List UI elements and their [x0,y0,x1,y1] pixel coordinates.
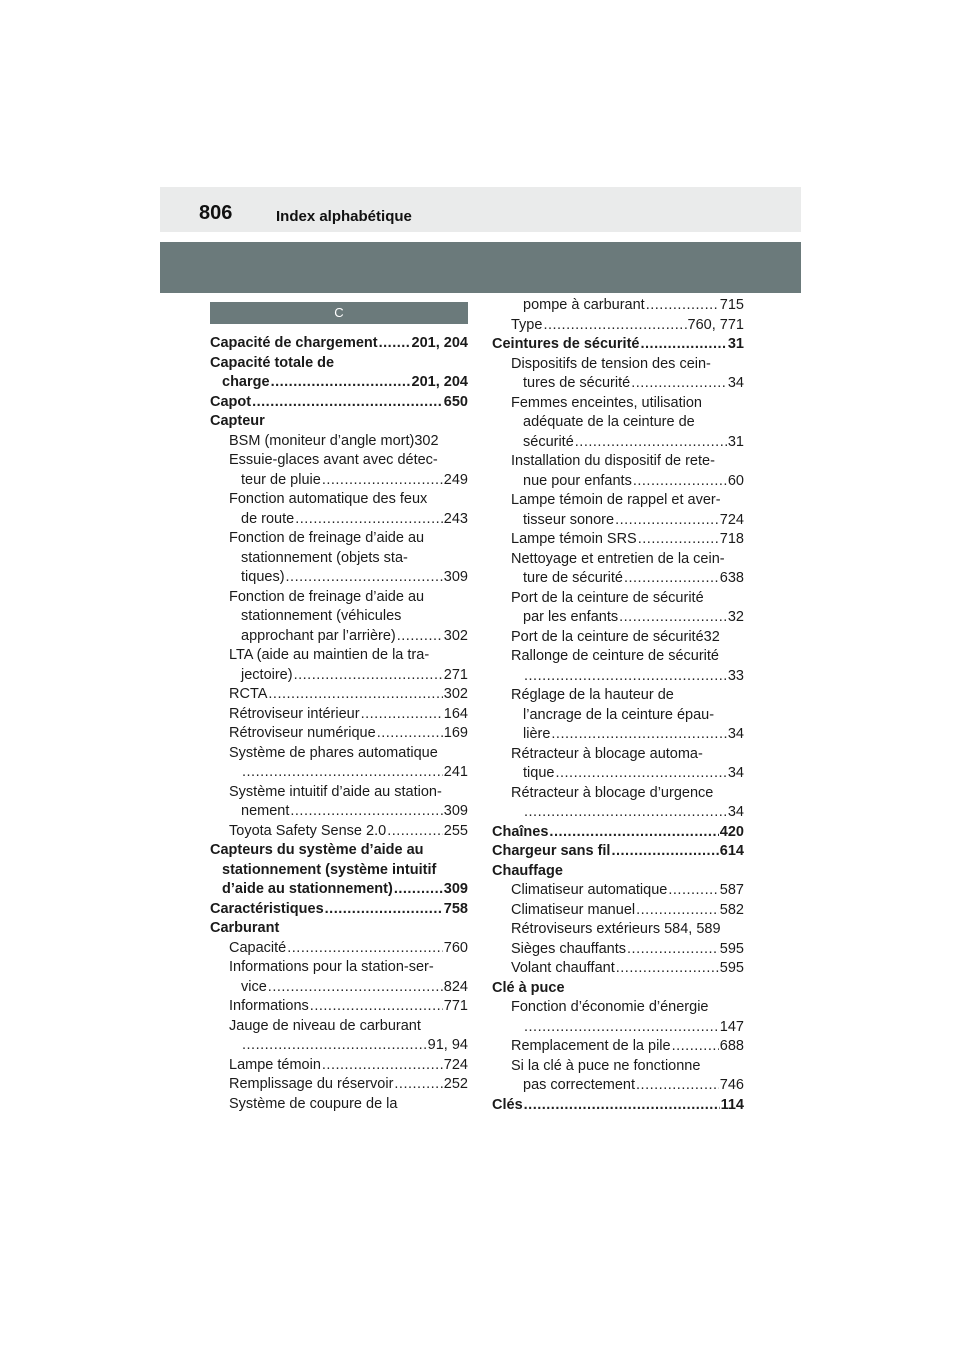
index-entry [210,1036,468,1056]
index-entry-label: Rétroviseurs extérieurs 584, 589 [511,921,721,937]
page-title: Index alphabétique [276,208,412,225]
index-entry [210,939,468,959]
index-entry-page: 688 [719,1038,744,1054]
leader-dots [325,900,443,920]
index-entry-page: 201, 204 [411,374,468,390]
leader-dots [394,1075,442,1095]
index-entry-label: Port de la ceinture de sécurité32 [511,628,720,645]
index-entry-label: Rétroviseur numérique [229,725,376,741]
index-entry [492,959,744,979]
index-entry-page: 614 [719,843,744,859]
leader-dots [646,296,719,316]
index-entry-label: Chauffage [492,862,563,879]
index-entry-label: Si la clé à puce ne fonctionne [511,1057,701,1074]
index-entry-label: Lampe témoin SRS [511,531,637,547]
index-entry-label: Capteur [210,413,265,429]
index-entry-page: 34 [727,726,744,742]
index-entry-label: Type [511,316,543,333]
index-entry-label: stationnement (système intuitif [222,861,437,878]
index-entry [492,530,744,550]
index-entry [210,334,468,354]
leader-dots [616,959,719,979]
index-entry [210,763,468,783]
index-entry-label: Système de phares automatique [229,744,438,761]
index-entry [210,705,468,725]
index-column-left [210,334,468,1114]
index-entry-page: 582 [719,901,744,918]
index-entry [210,1075,468,1095]
index-entry-page: 241 [443,764,468,780]
index-entry-page: 724 [443,1056,468,1073]
index-entry-label: Essuie-glaces avant avec détec- [229,452,438,468]
leader-dots [611,842,718,862]
index-entry-label: Climatiseur manuel [511,901,636,918]
index-entry [492,842,744,862]
leader-dots [310,997,443,1017]
leader-dots [290,802,442,822]
index-entry-label: stationnement (objets sta- [241,549,408,566]
index-entry-page: 147 [719,1018,744,1035]
leader-dots [271,373,411,393]
index-entry-label: Lampe témoin [229,1056,321,1073]
page-number: 806 [199,202,233,224]
leader-dots [361,705,443,725]
index-entry [492,881,744,901]
index-entry [492,803,744,823]
index-entry-page: 302 [443,686,468,702]
index-entry-label: vice [241,978,267,995]
index-entry-label: Rétracteur à blocage automa- [511,745,703,762]
leader-dots [619,608,727,628]
index-entry-page: 252 [443,1076,468,1092]
leader-dots [633,472,727,492]
index-entry-page: 587 [719,882,744,898]
index-entry-label: charge [222,374,270,390]
index-entry [210,1056,468,1076]
index-entry-page: 114 [720,1096,744,1113]
index-entry [492,511,744,531]
index-entry [210,568,468,588]
index-entry-label: Système intuitif d’aide au station- [229,783,442,800]
leader-dots [397,627,443,647]
index-entry-label: par les enfants [523,609,619,625]
index-entry-label: nement [241,803,290,819]
leader-dots [524,803,727,823]
index-entry-page: 34 [727,765,744,781]
leader-dots [524,667,727,687]
index-entry-label: tiques) [241,569,285,585]
index-entry [492,335,744,355]
index-entry-page: 31 [727,336,744,352]
index-entry-label: teur de pluie [241,471,321,488]
index-entry-page: 650 [443,393,468,410]
index-entry-label: l’ancrage de la ceinture épau- [523,706,715,723]
index-entry-label: Lampe témoin de rappel et aver- [511,492,721,508]
index-entry-label: Port de la ceinture de sécurité [511,589,704,606]
index-entry-label: jectoire) [241,666,293,683]
index-entry-page: 164 [443,705,468,722]
index-entry-page: 243 [443,510,468,527]
index-entry-label: Chaînes [492,823,549,840]
index-entry-page: 271 [443,666,468,683]
index-entry-label: Volant chauffant [511,960,615,976]
index-entry [492,667,744,687]
index-entry-label: stationnement (véhicules [241,608,402,624]
index-entry-page: 760, 771 [687,316,744,333]
index-entry [210,393,468,413]
index-entry-label: Rallonge de ceinture de sécurité [511,648,719,664]
leader-dots [242,763,443,783]
leader-dots [268,978,443,998]
leader-dots [322,1056,443,1076]
index-entry-label: Caractéristiques [210,900,324,917]
index-entry-page: 255 [443,822,468,839]
leader-dots [640,335,726,355]
index-entry-page: 771 [443,998,468,1014]
index-entry-label: Clé à puce [492,979,565,996]
header-band [160,242,801,293]
index-entry [210,802,468,822]
index-entry-page: 34 [727,375,744,391]
index-entry [492,823,744,843]
index-entry-label: d’aide au stationnement) [222,881,393,897]
leader-dots [575,433,727,453]
leader-dots [377,724,443,744]
index-entry-label: nue pour enfants [523,472,632,489]
leader-dots [636,1076,719,1096]
index-entry-label: Informations [229,998,309,1014]
index-entry-label: Capteurs du système d’aide au [210,842,424,858]
index-entry [492,433,744,453]
leader-dots [631,374,727,394]
index-column-right [492,296,744,1115]
index-entry-label: de route [241,510,295,527]
index-entry [492,316,744,336]
index-entry-label: Femmes enceintes, utilisation [511,394,702,411]
index-entry-label: Fonction automatique des feux [229,491,428,507]
index-entry [210,471,468,491]
index-entry-label: sécurité [523,433,574,450]
index-entry-label: lière [523,726,551,742]
index-entry-page: 91, 94 [427,1037,468,1053]
index-entry [492,940,744,960]
index-entry-label: LTA (aide au maintien de la tra- [229,647,430,663]
index-entry-page: 201, 204 [411,335,468,351]
index-entry-page: 32 [727,609,744,625]
index-entry [492,569,744,589]
leader-dots [555,764,726,784]
index-entry [210,724,468,744]
index-entry-label: Remplissage du réservoir [229,1076,394,1092]
index-entry-page: 169 [443,725,468,741]
index-entry [210,822,468,842]
index-entry [210,997,468,1017]
index-entry-label: Dispositifs de tension des cein- [511,355,711,372]
index-entry-label: Ceintures de sécurité [492,336,640,352]
index-entry-label: Installation du dispositif de rete- [511,453,715,469]
leader-dots [322,471,443,491]
index-entry-label: Rétracteur à blocage d’urgence [511,784,714,801]
index-entry-page: 758 [443,900,468,917]
index-entry-page: 60 [727,472,744,489]
index-entry-label: Climatiseur automatique [511,882,668,898]
index-entry-label: pompe à carburant [523,297,645,313]
index-entry [492,1076,744,1096]
index-entry-label: ture de sécurité [523,570,623,586]
leader-dots [295,510,443,530]
index-entry [492,472,744,492]
leader-dots [549,823,718,843]
index-entry-label: pas correctement [523,1077,636,1093]
leader-dots [379,334,411,354]
index-entry-page: 824 [443,978,468,995]
leader-dots [551,725,726,745]
index-entry [492,1096,744,1116]
index-entry-page: 746 [719,1077,744,1093]
index-entry-label: Clés [492,1096,523,1113]
index-entry-page: 724 [719,511,744,528]
index-entry-label: Capacité totale de [210,354,335,371]
leader-dots [242,1036,427,1056]
index-entry-label: Rétroviseur intérieur [229,705,360,722]
index-entry-page: 715 [719,297,744,313]
index-entry-page: 249 [443,471,468,488]
index-entry-page: 760 [443,939,468,956]
index-entry [210,900,468,920]
index-entry-label: tures de sécurité [523,375,631,391]
index-entry-page: 595 [719,940,744,957]
index-entry-label: Chargeur sans fil [492,843,611,859]
index-entry [492,725,744,745]
index-entry-label: Capot [210,393,252,410]
index-entry-page: 302 [443,627,468,644]
index-entry-label: tisseur sonore [523,511,615,528]
index-entry-label: RCTA [229,686,268,702]
index-entry-label: approchant par l’arrière) [241,627,396,644]
index-entry [210,627,468,647]
leader-dots [286,568,443,588]
index-entry [210,978,468,998]
index-entry [492,608,744,628]
leader-dots [287,939,443,959]
leader-dots [615,511,719,531]
index-entry-page: 595 [719,960,744,976]
leader-dots [668,881,718,901]
leader-dots [387,822,443,842]
index-entry-label: Carburant [210,920,280,936]
leader-dots [543,316,686,336]
leader-dots [524,1018,719,1038]
leader-dots [294,666,443,686]
index-entry [492,901,744,921]
leader-dots [394,880,443,900]
index-entry [492,1037,744,1057]
index-entry-label: Système de coupure de la [229,1095,398,1112]
index-entry-label: Fonction de freinage d’aide au [229,588,425,605]
index-entry-page: 31 [727,433,744,450]
leader-dots [268,685,442,705]
header-bar [160,187,801,232]
index-entry-label: Sièges chauffants [511,940,627,957]
index-entry-label: adéquate de la ceinture de [523,414,695,430]
index-entry-page: 309 [443,881,468,897]
index-entry-label: Réglage de la hauteur de [511,687,674,703]
index-entry-label: Remplacement de la pile [511,1038,671,1054]
index-entry-page: 309 [443,803,468,819]
leader-dots [636,901,719,921]
leader-dots [638,530,719,550]
leader-dots [672,1037,719,1057]
index-entry-label: Jauge de niveau de carburant [229,1017,421,1034]
index-entry-label: Toyota Safety Sense 2.0 [229,822,387,839]
index-entry-page: 309 [443,569,468,585]
index-entry [492,1018,744,1038]
index-entry [210,666,468,686]
index-entry-page: 33 [727,667,744,684]
index-entry-page: 638 [719,570,744,586]
index-entry-label: Capacité [229,939,287,956]
index-entry [210,880,468,900]
index-entry-label: Fonction de freinage d’aide au [229,530,425,546]
leader-dots [252,393,443,413]
index-entry-label: tique [523,765,555,781]
index-entry-page: 34 [727,804,744,820]
index-entry [210,510,468,530]
section-letter-tab: C [210,302,468,324]
index-entry [492,296,744,316]
leader-dots [524,1096,720,1116]
index-entry [210,373,468,393]
index-entry [210,685,468,705]
index-entry-label: Fonction d’économie d’énergie [511,999,709,1015]
index-entry-page: 420 [719,823,744,840]
index-entry [492,764,744,784]
leader-dots [627,940,719,960]
index-entry-label: Capacité de chargement [210,335,378,351]
index-entry-page: 718 [719,531,744,547]
index-entry-label: Informations pour la station-ser- [229,959,434,975]
index-entry-label: Nettoyage et entretien de la cein- [511,550,725,567]
index-entry-label: BSM (moniteur d’angle mort)302 [229,432,439,449]
leader-dots [624,569,719,589]
index-entry [492,374,744,394]
